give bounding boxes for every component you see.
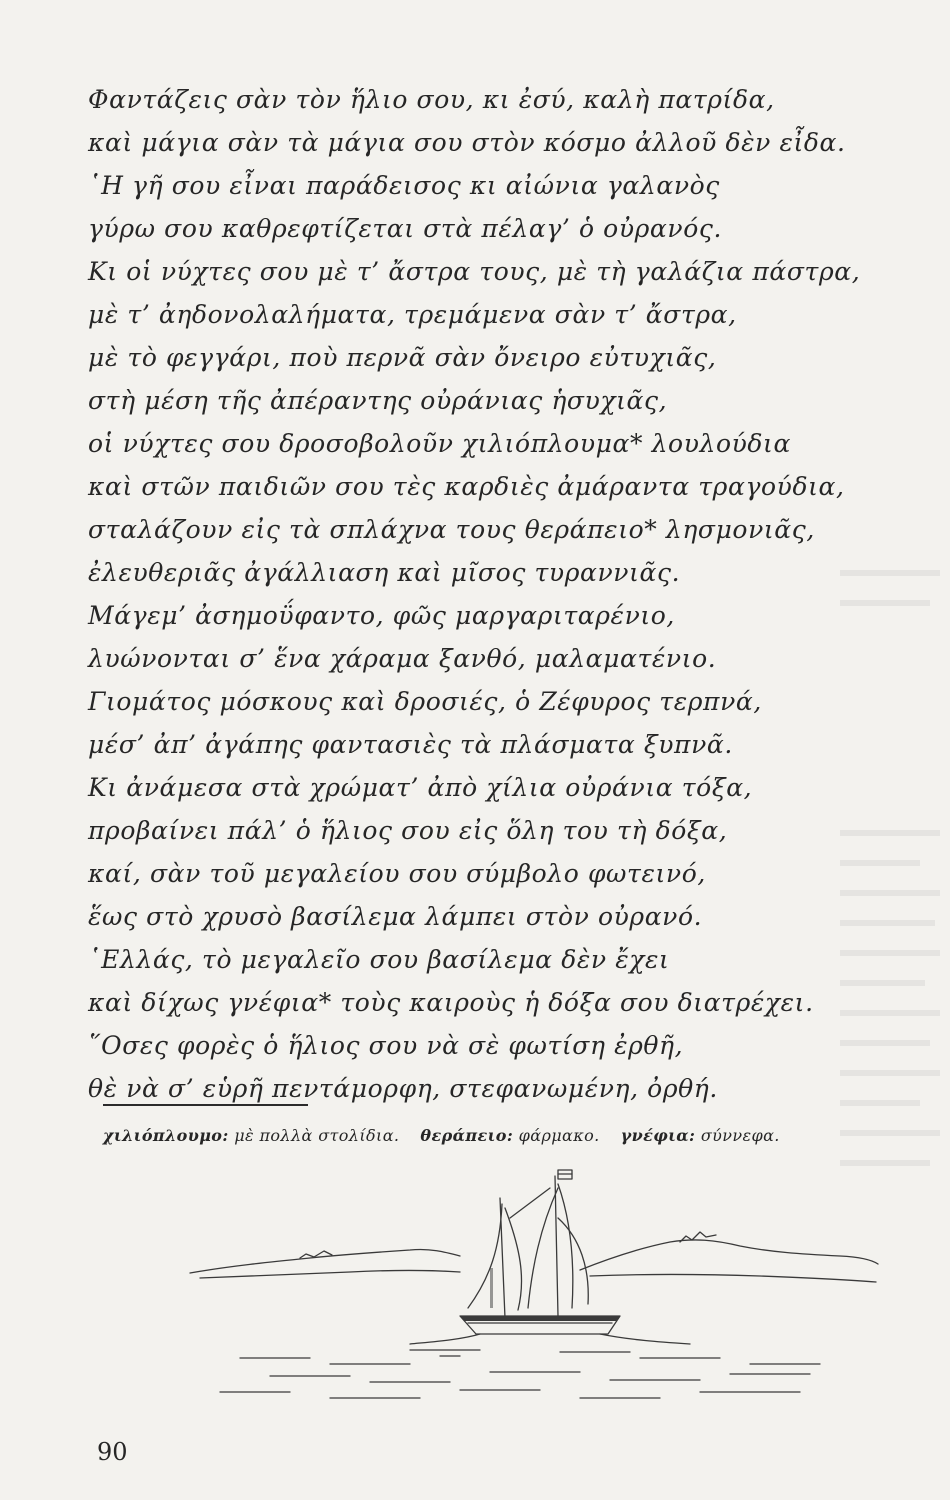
poem-line: Μάγεμ’ ἀσημοΰφαντο, φῶς μαργαριταρένιο, bbox=[88, 601, 675, 630]
poem-line: Κι οἱ νύχτες σου μὲ τ’ ἄστρα τους, μὲ τὴ γαλάζια πάστρα, bbox=[88, 257, 861, 286]
poem-line: μὲ τὸ φεγγάρι, ποὺ περνᾶ σὰν ὄνειρο εὐτυχιᾶς, bbox=[88, 343, 717, 372]
footnote-definition: φάρμακο. bbox=[518, 1126, 600, 1145]
poem-line: Κι ἀνάμεσα στὰ χρώματ’ ἀπὸ χίλια οὐράνια τόξα, bbox=[88, 773, 753, 802]
footnote-term: γνέφια: bbox=[620, 1126, 696, 1145]
footnote-term: θεράπειο: bbox=[420, 1126, 514, 1145]
poem-line: οἱ νύχτες σου δροσοβολοῦν χιλιόπλουμα* λουλούδια bbox=[88, 429, 791, 458]
poem-line: σταλάζουν εἰς τὰ σπλάχνα τους θεράπειο* λησμονιᾶς, bbox=[88, 515, 815, 544]
poem-stanza-2 bbox=[88, 594, 938, 1110]
poem-line: καὶ στῶν παιδιῶν σου τὲς καρδιὲς ἀμάραντα τραγούδια, bbox=[88, 472, 845, 501]
poem-line: θὲ νὰ σ’ εὑρῆ πεντάμορφη, στεφανωμένη, ὀρθή. bbox=[88, 1074, 718, 1103]
poem-line: ἕως στὸ χρυσὸ βασίλεμα λάμπει στὸν οὐρανό. bbox=[88, 902, 703, 931]
poem-line: καὶ δίχως γνέφια* τοὺς καιροὺς ἡ δόξα σου διατρέχει. bbox=[88, 988, 814, 1017]
poem-line: καὶ μάγια σὰν τὰ μάγια σου στὸν κόσμο ἀλλοῦ δὲν εἶδα. bbox=[88, 128, 846, 157]
poem-line: Φαντάζεις σὰν τὸν ἥλιο σου, κι ἐσύ, καλὴ πατρίδα, bbox=[88, 85, 775, 114]
poem-line: στὴ μέση τῆς ἀπέραντης οὐράνιας ἡσυχιᾶς, bbox=[88, 386, 668, 415]
poem-line: ῞Οσες φορὲς ὁ ἥλιος σου νὰ σὲ φωτίση ἐρθῆ, bbox=[88, 1031, 684, 1060]
footnote-divider bbox=[103, 1104, 308, 1106]
poem-line: ῾Ελλάς, τὸ μεγαλεῖο σου βασίλεμα δὲν ἔχει bbox=[88, 945, 670, 974]
poem-line: ῾Η γῆ σου εἶναι παράδεισος κι αἰώνια γαλανὸς bbox=[88, 171, 720, 200]
poem-line: μέσ’ ἀπ’ ἀγάπης φαντασιὲς τὰ πλάσματα ξυπνᾶ. bbox=[88, 730, 733, 759]
sailing-ship-illustration bbox=[160, 1158, 880, 1408]
footnotes bbox=[103, 1124, 943, 1148]
page-number: 90 bbox=[97, 1438, 128, 1466]
footnote-term: χιλιόπλουμο: bbox=[103, 1126, 229, 1145]
poem-line: μὲ τ’ ἀηδονολαλήματα, τρεμάμενα σὰν τ’ ἄστρα, bbox=[88, 300, 737, 329]
poem-line: καί, σὰν τοῦ μεγαλείου σου σύμβολο φωτεινό, bbox=[88, 859, 706, 888]
poem-line: Γιομάτος μόσκους καὶ δροσιές, ὁ Ζέφυρος τερπνά, bbox=[88, 687, 762, 716]
poem-stanza-1 bbox=[88, 78, 938, 594]
poem-line: γύρω σου καθρεφτίζεται στὰ πέλαγ’ ὁ οὐρανός. bbox=[88, 214, 722, 243]
poem-line: λυώνονται σ’ ἕνα χάραμα ξανθό, μαλαματένιο. bbox=[88, 644, 717, 673]
footnote-definition: μὲ πολλὰ στολίδια. bbox=[234, 1126, 400, 1145]
poem-line: ἐλευθεριᾶς ἀγάλλιαση καὶ μῖσος τυραννιᾶς. bbox=[88, 558, 681, 587]
poem-line: προβαίνει πάλ’ ὁ ἥλιος σου εἰς ὅλη του τὴ δόξα, bbox=[88, 816, 728, 845]
footnote-definition: σύννεφα. bbox=[700, 1126, 780, 1145]
